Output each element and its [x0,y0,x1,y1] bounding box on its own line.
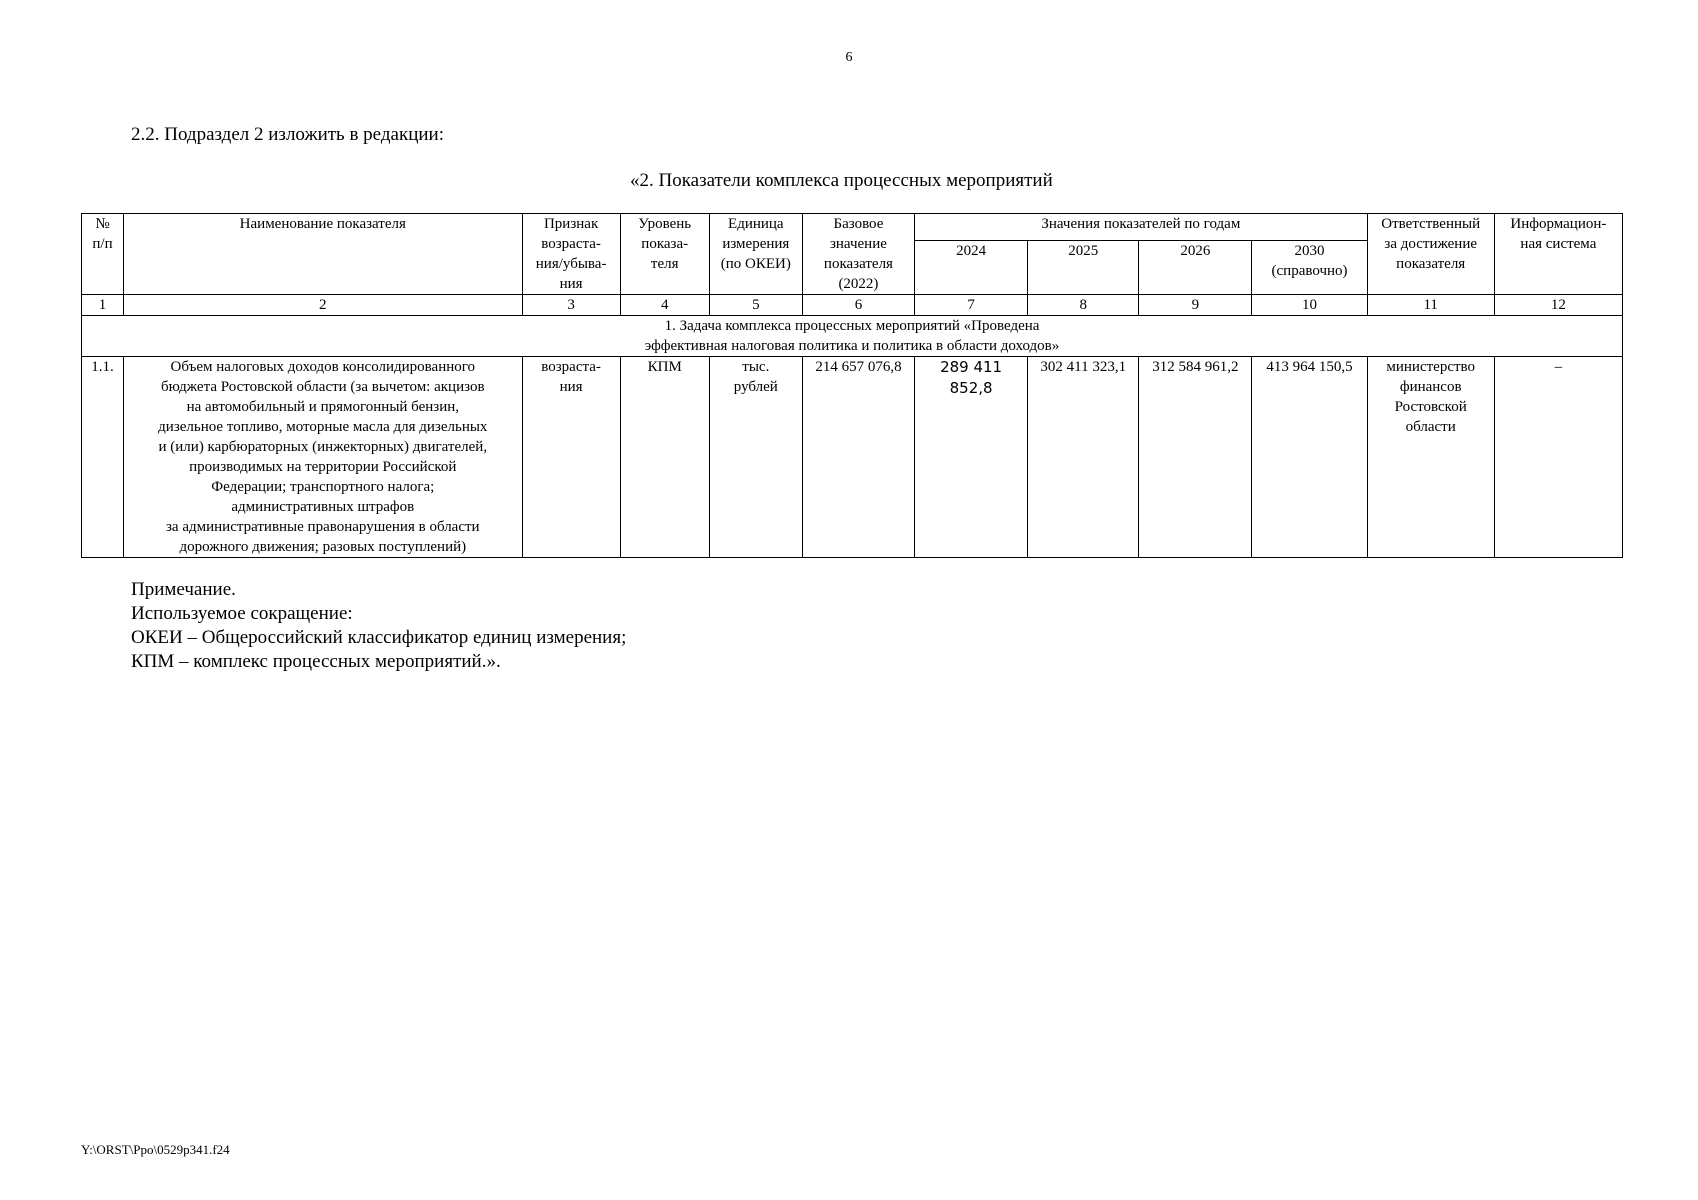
header-name: Наименование показателя [124,214,523,295]
note-title: Примечание. [131,579,236,600]
task-title: 1. Задача комплекса процессных мероприятий «Проведена эффективная налоговая политика и политика в области доходов» [82,316,1623,357]
indicators-table [81,213,1623,558]
header-unit: Единица измерения (по ОКЕИ) [709,214,802,295]
column-number: 1 [82,295,124,316]
header-year-2025: 2025 [1028,241,1139,295]
header-base: Базовое значение показателя (2022) [802,214,914,295]
column-number: 10 [1252,295,1367,316]
note-block [131,578,626,674]
page-number: 6 [845,50,853,65]
footer-file-path: Y:\ORST\Ppo\0529p341.f24 [81,1142,230,1157]
column-number: 8 [1028,295,1139,316]
row-value-2025: 302 411 323,1 [1028,357,1139,558]
task-row [82,316,1623,357]
column-number: 4 [620,295,709,316]
header-year-2024: 2024 [915,241,1028,295]
row-responsible: министерство финансов Ростовской области [1367,357,1494,558]
header-num: № п/п [82,214,124,295]
header-level: Уровень показа- теля [620,214,709,295]
column-number: 9 [1139,295,1252,316]
row-value-2024: 289 411 852,8 [915,357,1028,558]
column-number-row [82,295,1623,316]
row-value-2026: 312 584 961,2 [1139,357,1252,558]
header-info-system: Информацион- ная система [1494,214,1622,295]
column-number: 2 [124,295,523,316]
row-info-system: – [1494,357,1622,558]
section-title: «2. Показатели комплекса процессных мероприятий [630,170,1053,191]
column-number: 3 [522,295,620,316]
note-line: КПМ – комплекс процессных мероприятий.». [131,651,501,672]
table-row [82,357,1623,558]
header-year-2030: 2030 (справочно) [1252,241,1367,295]
column-number: 7 [915,295,1028,316]
column-number: 6 [802,295,914,316]
header-row-1 [82,214,1623,241]
header-year-2026: 2026 [1139,241,1252,295]
intro-text: 2.2. Подраздел 2 изложить в редакции: [131,124,444,145]
row-level: КПМ [620,357,709,558]
row-num: 1.1. [82,357,124,558]
note-line: Используемое сокращение: [131,603,353,624]
row-sign: возраста- ния [522,357,620,558]
column-number: 12 [1494,295,1622,316]
note-line: ОКЕИ – Общероссийский классификатор единиц измерения; [131,627,627,648]
header-responsible: Ответственный за достижение показателя [1367,214,1494,295]
row-base-value: 214 657 076,8 [802,357,914,558]
header-values-group: Значения показателей по годам [915,214,1368,241]
row-value-2030: 413 964 150,5 [1252,357,1367,558]
header-sign: Признак возраста- ния/убыва- ния [522,214,620,295]
column-number: 11 [1367,295,1494,316]
row-unit: тыс. рублей [709,357,802,558]
row-indicator-name: Объем налоговых доходов консолидированного бюджета Ростовской области (за вычетом: акцизов на автомобильный и прямогонный бензин, дизельное топливо, моторные масла для дизельных и (или) карбюраторных (инжекторных) двигателей, производимых на территории Российской Федерации; транспортного налога; административных штрафов за административные правонарушения в области дорожного движения; разовых поступлений) [124,357,523,558]
column-number: 5 [709,295,802,316]
